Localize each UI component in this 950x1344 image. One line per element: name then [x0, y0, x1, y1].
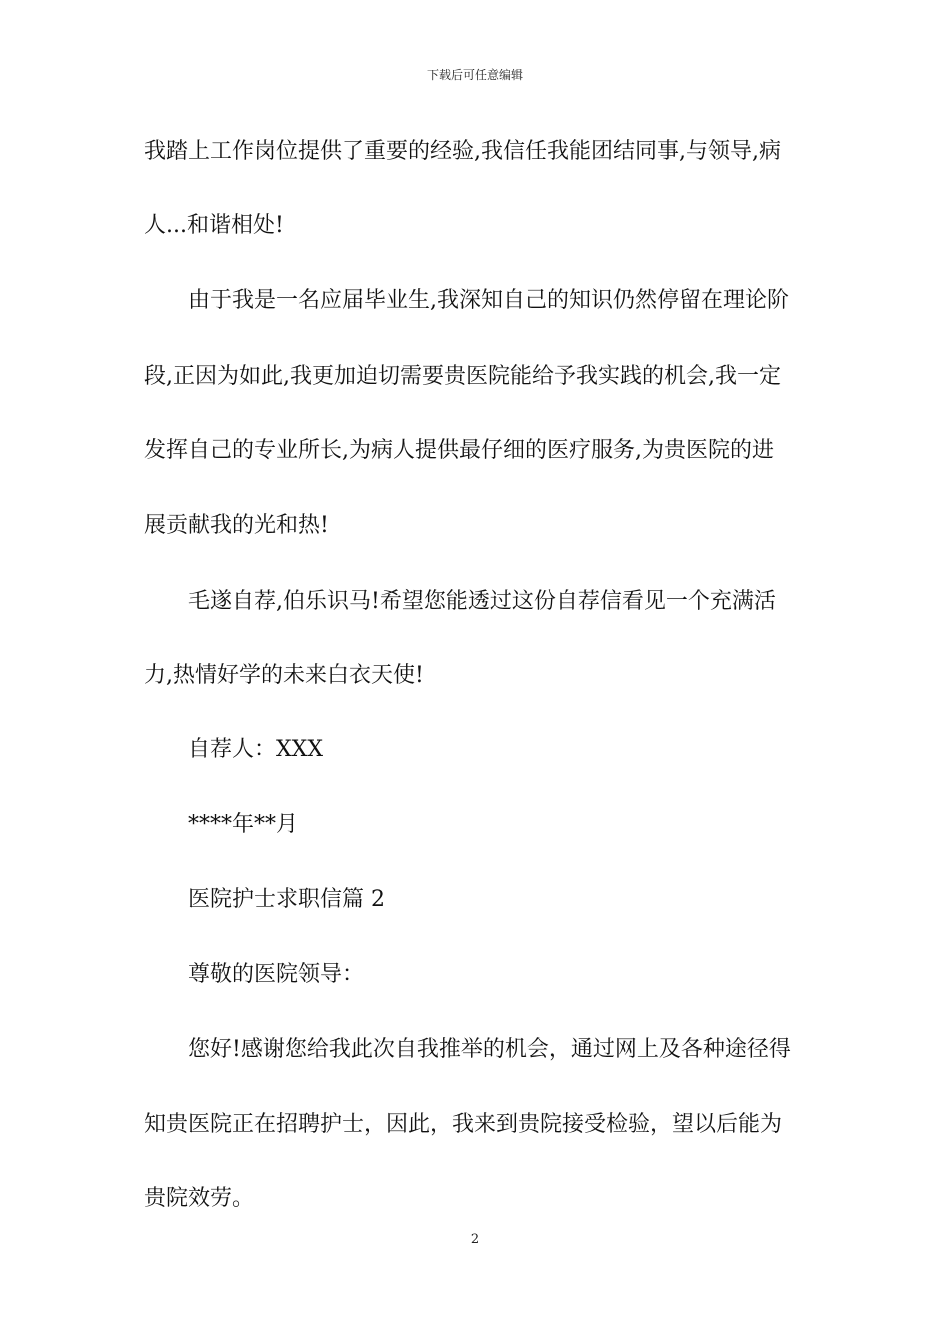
body-line: 由于我是一名应届毕业生,我深知自己的知识仍然停留在理论阶 — [188, 288, 789, 313]
section-title: 医院护士求职信篇 2 — [188, 887, 385, 912]
date-line: ****年**月 — [188, 812, 299, 837]
salutation: 尊敬的医院领导： — [188, 962, 365, 987]
page-number: 2 — [470, 1232, 480, 1247]
body-line: 知贵医院正在招聘护士，因此，我来到贵院接受检验，望以后能为 — [144, 1112, 783, 1137]
body-line: 人...和谐相处! — [144, 213, 284, 238]
body-line: 我踏上工作岗位提供了重要的经验,我信任我能团结同事,与领导,病 — [144, 139, 781, 164]
body-line: 贵院效劳。 — [144, 1186, 255, 1211]
body-line: 发挥自己的专业所长,为病人提供最仔细的医疗服务,为贵医院的进 — [144, 438, 774, 463]
body-line: 毛遂自荐,伯乐识马!希望您能透过这份自荐信看见一个充满活 — [188, 589, 776, 614]
header-note: 下载后可任意编辑 — [426, 68, 523, 82]
body-line: 力,热情好学的未来白衣天使! — [144, 663, 424, 688]
body-line: 您好!感谢您给我此次自我推举的机会，通过网上及各种途径得 — [188, 1037, 791, 1062]
body-line: 展贡献我的光和热! — [144, 513, 329, 538]
body-line: 段,正因为如此,我更加迫切需要贵医院能给予我实践的机会,我一定 — [144, 364, 781, 389]
signature-line: 自荐人：XXX — [188, 737, 323, 762]
